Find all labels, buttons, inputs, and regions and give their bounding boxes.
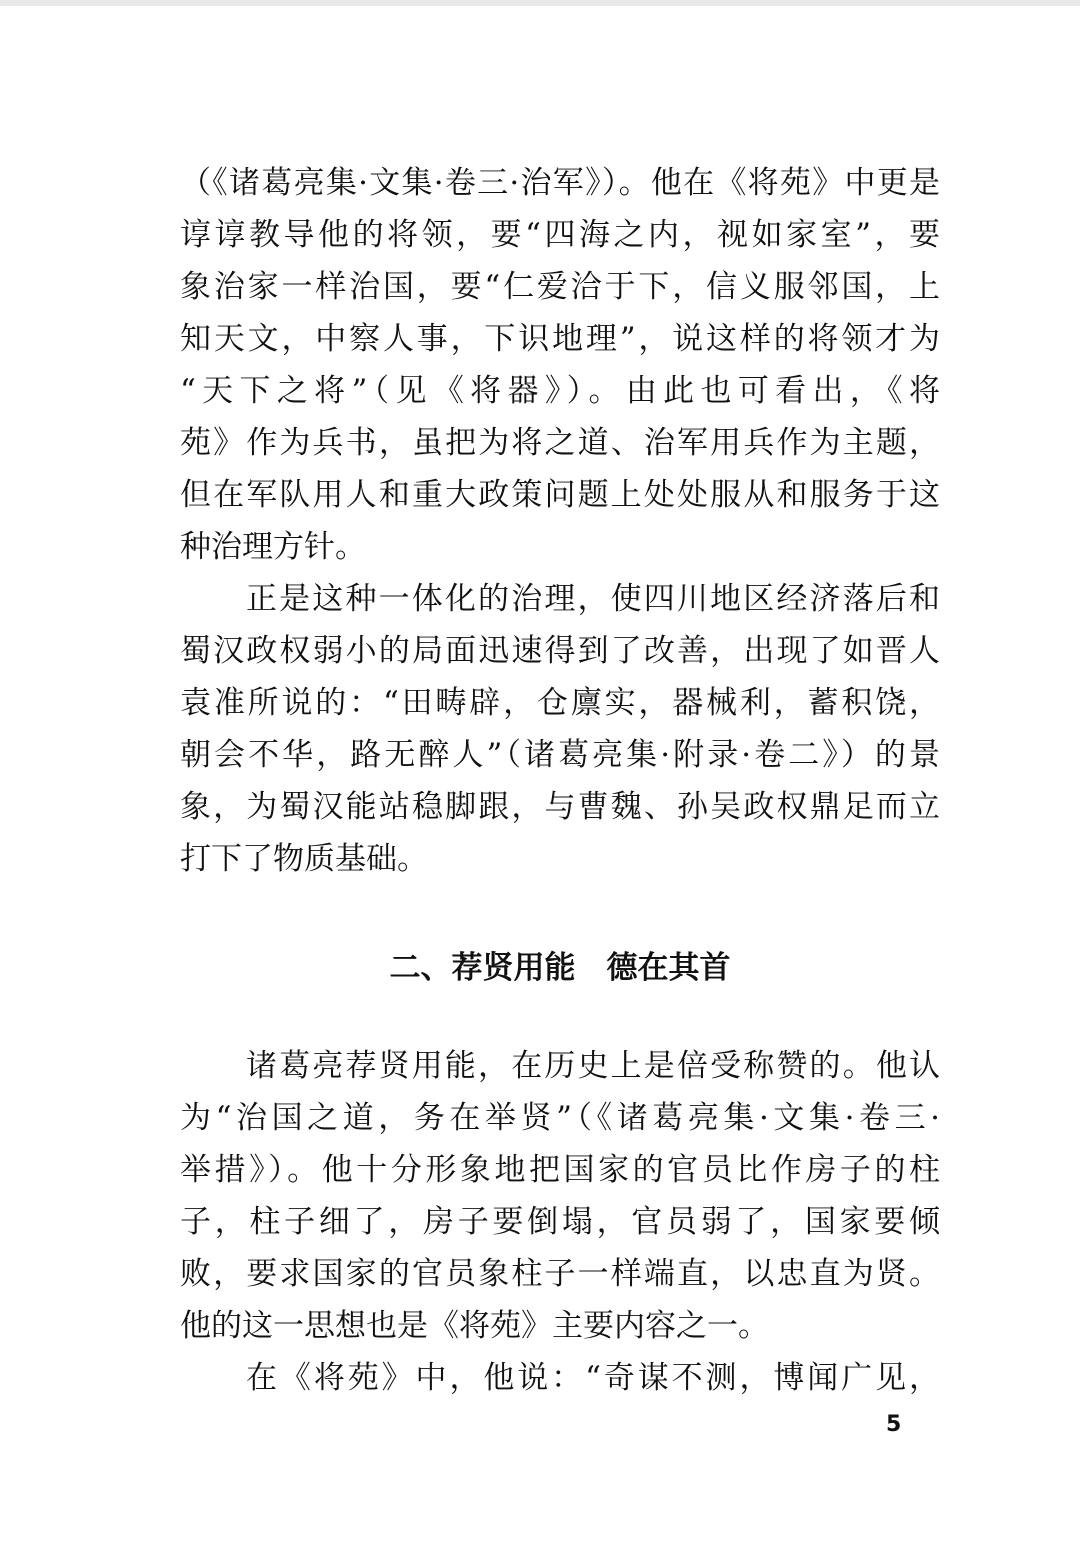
paragraph2-line-5: 象，为蜀汉能站稳脚跟，与曹魏、孙吴政权鼎足而立 <box>180 789 940 825</box>
paragraph1-line-7: 但在军队用人和重大政策问题上处处服从和服务于这 <box>180 477 940 513</box>
paragraph1-line-5: “天下之将”（见《将器》）。由此也可看出，《将 <box>180 373 940 409</box>
paragraph3-line-1: 诸葛亮荐贤用能，在历史上是倍受称赞的。他认 <box>246 1048 940 1084</box>
paragraph3-line-5: 败，要求国家的官员象柱子一样端直，以忠直为贤。 <box>180 1256 940 1292</box>
paragraph1-line-8: 种治理方针。 <box>180 529 366 565</box>
paragraph2-line-3: 袁准所说的：“田畴辟，仓廪实，器械利，蓄积饶， <box>180 685 940 721</box>
paragraph1-line-6: 苑》作为兵书，虽把为将之道、治军用兵作为主题， <box>180 425 940 461</box>
paragraph3-line-3: 举措》）。他十分形象地把国家的官员比作房子的柱 <box>180 1152 940 1188</box>
paragraph2-line-4: 朝会不华，路无醉人”（诸葛亮集·附录·卷二》）的景 <box>180 737 940 773</box>
paragraph1-line-2: 谆谆教导他的将领，要“四海之内，视如家室”，要 <box>180 217 940 253</box>
paragraph2-line-6: 打下了物质基础。 <box>180 841 428 877</box>
page-number: 5 <box>886 1412 902 1437</box>
paragraph1-line-1: （《诸葛亮集·文集·卷三·治军》）。他在《将苑》中更是 <box>180 165 940 201</box>
paragraph4-line-1: 在《将苑》中，他说：“奇谋不测，博闻广见， <box>246 1360 940 1396</box>
paragraph1-line-3: 象治家一样治国，要“仁爱洽于下，信义服邻国，上 <box>180 269 940 305</box>
section-heading: 二、荐贤用能 德在其首 <box>389 950 731 986</box>
paragraph1-line-4: 知天文，中察人事，下识地理”，说这样的将领才为 <box>180 321 940 357</box>
paragraph2-line-2: 蜀汉政权弱小的局面迅速得到了改善，出现了如晋人 <box>180 633 940 669</box>
paragraph2-line-1: 正是这种一体化的治理，使四川地区经济落后和 <box>246 581 940 617</box>
paragraph3-line-6: 他的这一思想也是《将苑》主要内容之一。 <box>180 1308 769 1344</box>
paragraph3-line-4: 子，柱子细了，房子要倒塌，官员弱了，国家要倾 <box>180 1204 940 1240</box>
paragraph3-line-2: 为“治国之道，务在举贤”（《诸葛亮集·文集·卷三· <box>180 1100 940 1136</box>
